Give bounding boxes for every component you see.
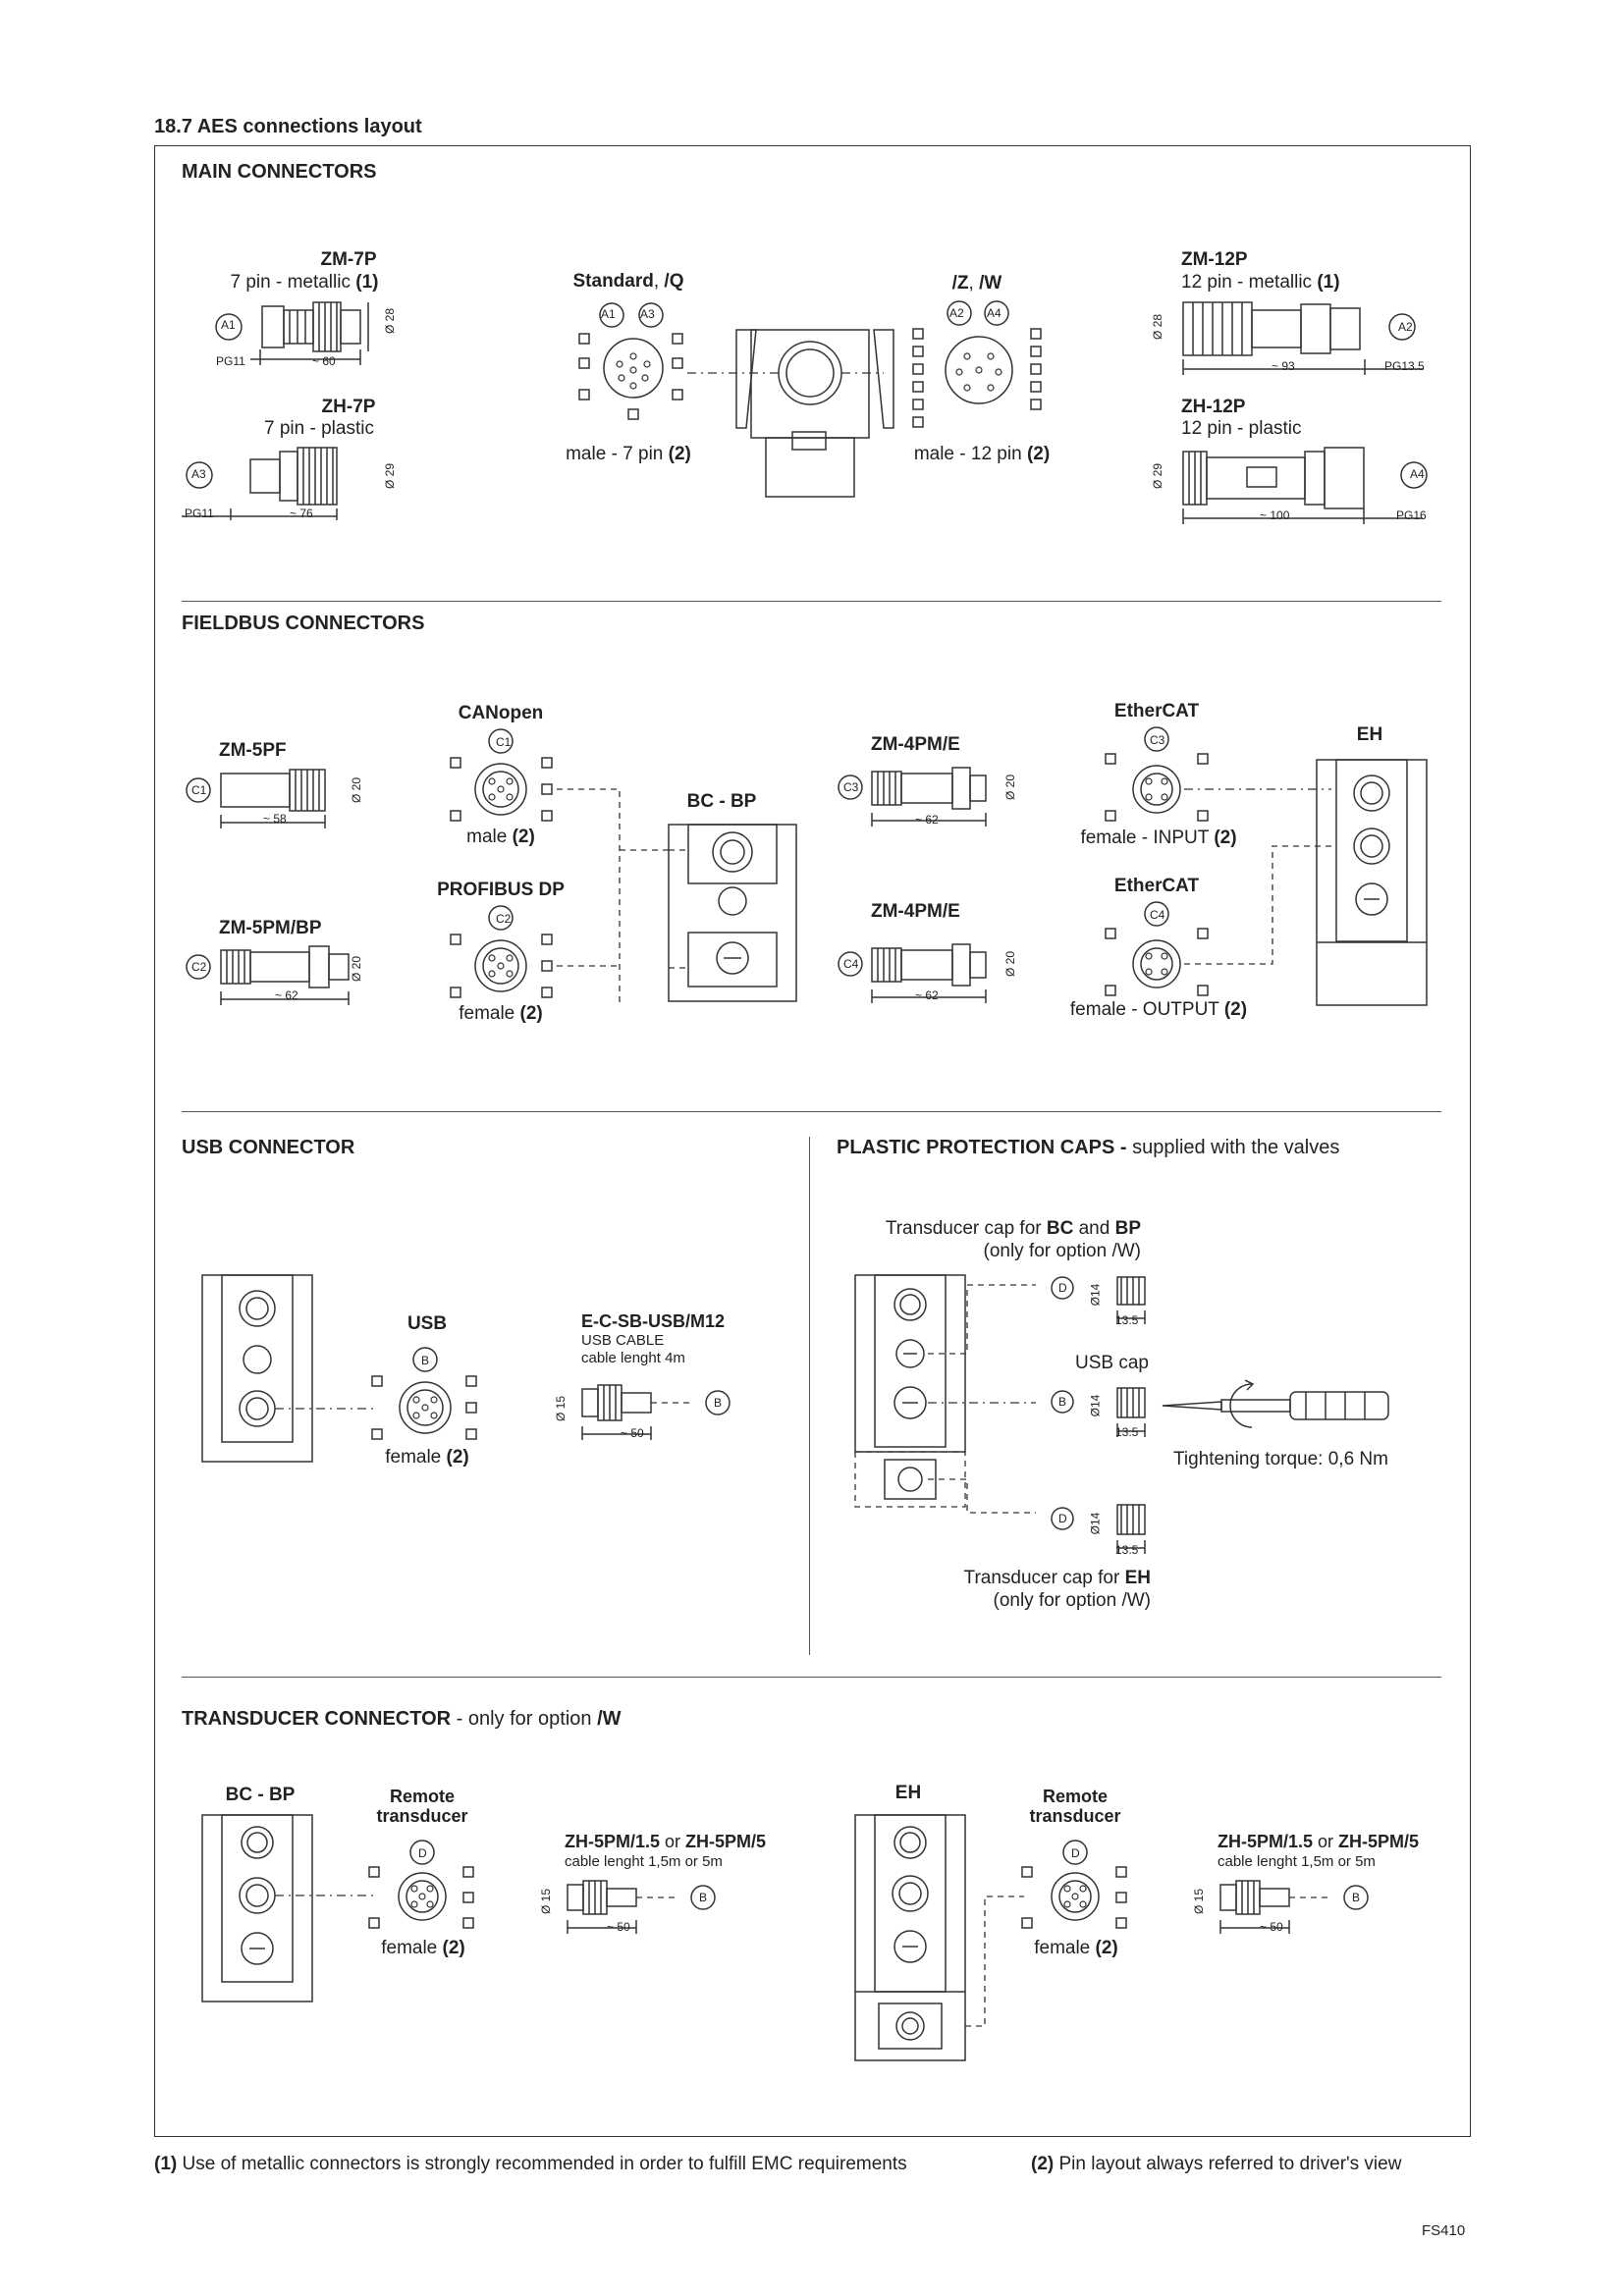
zh7p-name: ZH-7P [321, 397, 376, 417]
profibus-tag: C2 [496, 912, 512, 926]
central-unit-drawing [687, 324, 903, 510]
zh12p-tag: A4 [1410, 467, 1425, 481]
transducer-left-unit: BC - BP [225, 1785, 296, 1805]
transducer-left-end-tag: B [699, 1891, 708, 1904]
cap-top-tag: D [1058, 1281, 1067, 1295]
caps-top-note: Transducer cap for BC and BP [885, 1218, 1141, 1239]
usb-tag: B [421, 1354, 430, 1367]
transducer-left-diameter: Ø 15 [539, 1888, 554, 1915]
ethercat-out-name: EtherCAT [1113, 876, 1200, 896]
transducer-right-cable-drawing [1203, 1875, 1380, 1944]
caps-bottom-note: Transducer cap for EH [963, 1568, 1151, 1588]
transducer-left-cable-desc: cable lenght 1,5m or 5m [565, 1853, 723, 1870]
transducer-right-cable-desc: cable lenght 1,5m or 5m [1218, 1853, 1376, 1870]
zw-pin-layout [908, 299, 1051, 437]
zm4pme2-name: ZM-4PM/E [871, 901, 960, 922]
zm12p-diameter: Ø 28 [1151, 313, 1165, 341]
cap-bottom-diameter: Ø14 [1088, 1512, 1103, 1535]
zm7p-tag: A1 [221, 318, 236, 332]
ethercat-out-caption: female - OUTPUT (2) [1069, 999, 1248, 1020]
transducer-right-caption: female (2) [1034, 1938, 1118, 1958]
standard-pin-layout [574, 299, 697, 427]
zh12p-pg: PG16 [1396, 508, 1427, 522]
usb-label: USB [406, 1313, 448, 1334]
standard-caption: male - 7 pin (2) [566, 444, 691, 464]
divider-usb [182, 1677, 1441, 1678]
transducer-right-cable: ZH-5PM/1.5 or ZH-5PM/5 [1218, 1832, 1420, 1851]
transducer-right-diameter: Ø 15 [1192, 1888, 1207, 1915]
usb-cable-name: E-C-SB-USB/M12 [581, 1311, 726, 1331]
transducer-left-remote2: transducer [376, 1806, 468, 1826]
zm12p-desc: 12 pin - metallic (1) [1181, 272, 1340, 293]
zm4pme1-length: ~ 62 [915, 813, 939, 827]
zh12p-desc: 12 pin - plastic [1181, 418, 1302, 439]
eh-unit-drawing [1311, 756, 1434, 1006]
ethercat-in-name: EtherCAT [1113, 701, 1200, 721]
transducer-right-end-tag: B [1352, 1891, 1361, 1904]
usb-cable-desc1: USB CABLE [581, 1332, 665, 1349]
zm4pme1-name: ZM-4PM/E [871, 734, 960, 755]
standard-tag-a1: A1 [601, 307, 616, 321]
cap-bottom-length: 13.5 [1115, 1543, 1139, 1557]
cap-usb-tag: B [1058, 1395, 1067, 1409]
transducer-left-tag: D [418, 1846, 427, 1860]
zm5pf-tag: C1 [191, 783, 207, 797]
zh12p-diameter: Ø 29 [1151, 462, 1165, 490]
cap-top-diameter: Ø14 [1088, 1283, 1103, 1307]
ethercat-out-tag: C4 [1150, 908, 1165, 922]
zw-tag-a4: A4 [987, 306, 1001, 320]
zh12p-length: ~ 100 [1260, 508, 1290, 522]
zm4pme2-tag: C4 [843, 957, 859, 971]
zw-caption: male - 12 pin (2) [913, 444, 1051, 464]
transducer-right-unit: EH [894, 1783, 922, 1803]
torque-label: Tightening torque: 0,6 Nm [1173, 1449, 1388, 1469]
usb-cable-diameter: Ø 15 [554, 1395, 568, 1422]
cap-usb-diameter: Ø14 [1088, 1394, 1103, 1417]
cap-top-length: 13.5 [1115, 1313, 1139, 1327]
transducer-left-cable-drawing [550, 1875, 727, 1944]
zm12p-pg: PG13.5 [1384, 359, 1425, 373]
divider-fieldbus [182, 1111, 1441, 1112]
caps-top-note2: (only for option /W) [983, 1241, 1141, 1261]
zm12p-name: ZM-12P [1181, 249, 1248, 270]
zm5pmbp-name: ZM-5PM/BP [219, 918, 322, 938]
zm5pf-diameter: Ø 20 [350, 776, 364, 804]
zh7p-tag: A3 [191, 467, 206, 481]
zw-tag-a2: A2 [949, 306, 964, 320]
zm12p-tag: A2 [1398, 320, 1413, 334]
profibus-name: PROFIBUS DP [437, 880, 565, 900]
zm12p-length: ~ 93 [1272, 359, 1295, 373]
zh7p-length: ~ 76 [290, 507, 313, 520]
divider-usb-caps [809, 1137, 810, 1655]
fieldbus-connectors-title: FIELDBUS CONNECTORS [182, 613, 425, 634]
cap-usb-length: 13.5 [1115, 1425, 1139, 1439]
zm7p-diameter: Ø 28 [383, 307, 398, 335]
standard-tag-a3: A3 [640, 307, 655, 321]
zm5pmbp-diameter: Ø 20 [350, 955, 364, 983]
transducer-right-tag: D [1071, 1846, 1080, 1860]
transducer-left-caption: female (2) [381, 1938, 465, 1958]
profibus-caption: female (2) [459, 1003, 543, 1024]
ethercat-in-pin-layout [1100, 726, 1335, 825]
usb-cable-tag: B [714, 1396, 723, 1410]
transducer-left-length: ~ 50 [607, 1920, 630, 1934]
transducer-right-remote1: Remote [1042, 1787, 1108, 1806]
usb-caption: female (2) [385, 1447, 469, 1468]
zm4pme2-length: ~ 62 [915, 988, 939, 1002]
ethercat-in-caption: female - INPUT (2) [1080, 828, 1237, 848]
caps-title: PLASTIC PROTECTION CAPS - supplied with the valves [837, 1137, 1340, 1158]
canopen-tag: C1 [496, 735, 512, 749]
transducer-title: TRANSDUCER CONNECTOR - only for option /W [182, 1708, 622, 1730]
document-code: FS410 [1422, 2222, 1466, 2239]
transducer-left-remote1: Remote [389, 1787, 455, 1806]
bcbp-unit-drawing [614, 785, 820, 1006]
zm5pmbp-length: ~ 62 [275, 988, 298, 1002]
zh7p-diameter: Ø 29 [383, 462, 398, 490]
zh7p-desc: 7 pin - plastic [264, 418, 374, 439]
usb-cable-drawing [565, 1379, 741, 1448]
ethercat-in-tag: C3 [1150, 733, 1165, 747]
zm4pme2-diameter: Ø 20 [1003, 950, 1018, 978]
zm5pf-name: ZM-5PF [219, 740, 287, 761]
zh12p-name: ZH-12P [1181, 397, 1246, 417]
transducer-right-remote2: transducer [1029, 1806, 1121, 1826]
usb-cable-desc2: cable lenght 4m [581, 1350, 685, 1366]
eh-name: EH [1356, 724, 1383, 745]
page-title: 18.7 AES connections layout [154, 116, 422, 137]
zm7p-desc: 7 pin - metallic (1) [230, 272, 379, 293]
main-connectors-title: MAIN CONNECTORS [182, 161, 377, 183]
bcbp-name: BC - BP [686, 791, 757, 812]
transducer-left-cable: ZH-5PM/1.5 or ZH-5PM/5 [565, 1832, 767, 1851]
footnote-1: (1) Use of metallic connectors is strongly recommended in order to fulfill EMC requirements [154, 2154, 907, 2174]
zw-title: /Z, /W [951, 273, 1002, 294]
screwdriver-icon [1159, 1364, 1394, 1443]
zh7p-pg: PG11 [185, 507, 214, 520]
zm7p-pg: PG11 [216, 354, 245, 368]
divider-main [182, 601, 1441, 602]
zm7p-name: ZM-7P [320, 249, 377, 270]
zm5pmbp-tag: C2 [191, 960, 207, 974]
transducer-right-length: ~ 50 [1260, 1920, 1283, 1934]
zm7p-length: ~ 60 [312, 354, 336, 368]
cap-bottom-tag: D [1058, 1512, 1067, 1525]
caps-bottom-note2: (only for option /W) [993, 1590, 1151, 1611]
usb-cap-label: USB cap [1075, 1353, 1149, 1373]
zh12p-drawing [1168, 444, 1434, 527]
zm4pme1-diameter: Ø 20 [1003, 774, 1018, 801]
footnote-2: (2) Pin layout always referred to driver's view [1031, 2154, 1402, 2174]
zm4pme1-tag: C3 [843, 780, 859, 794]
standard-title: Standard, /Q [572, 271, 684, 292]
ethercat-out-pin-layout [1100, 901, 1335, 999]
zm5pf-length: ~ 58 [263, 812, 287, 826]
usb-connector-title: USB CONNECTOR [182, 1137, 355, 1158]
canopen-name: CANopen [458, 703, 544, 723]
usb-cable-length: ~ 50 [621, 1426, 644, 1440]
canopen-caption: male (2) [466, 827, 535, 847]
